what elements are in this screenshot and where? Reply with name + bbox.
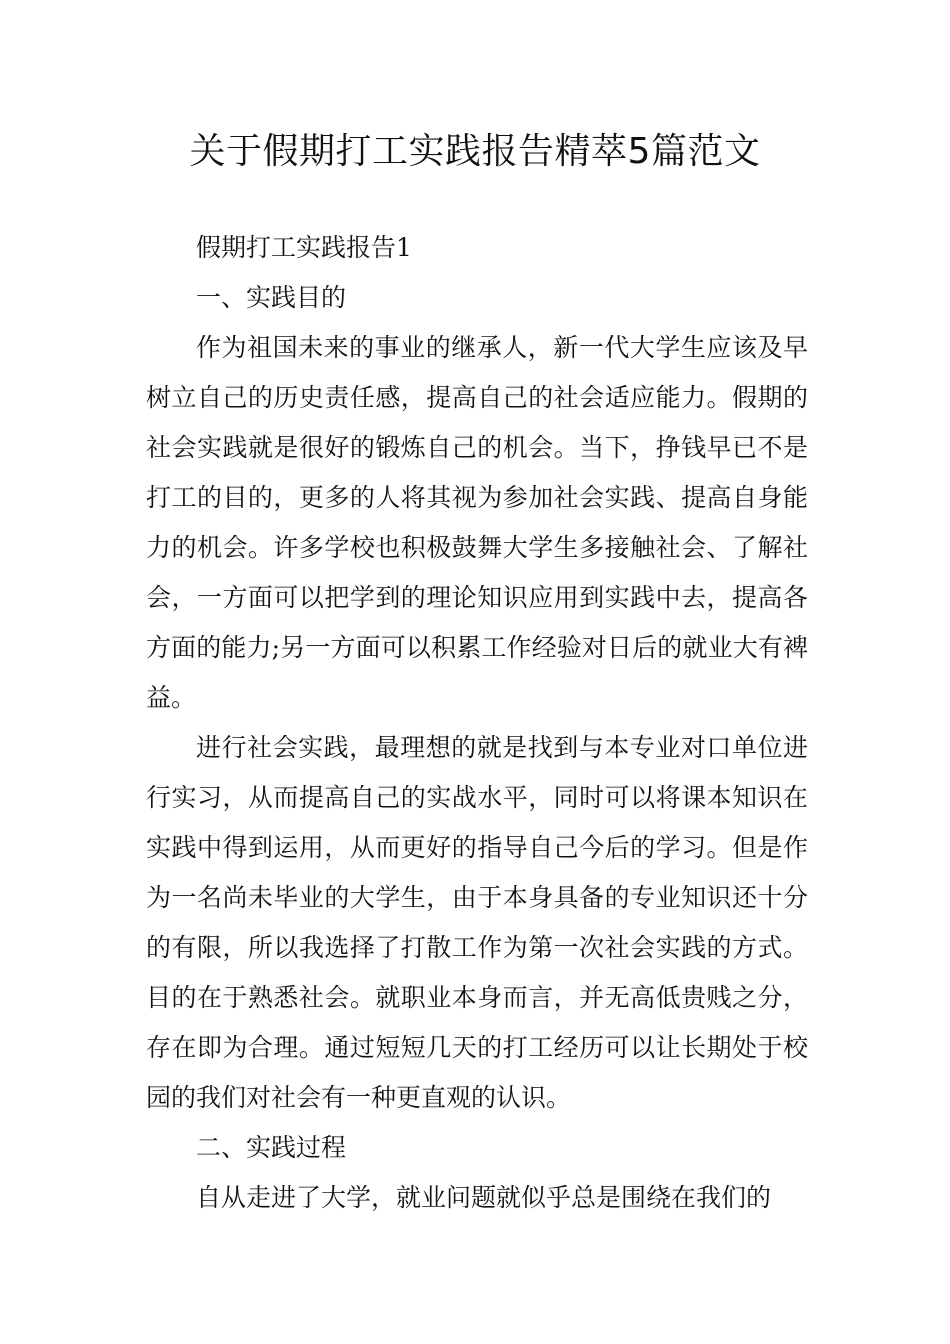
paragraph: 进行社会实践，最理想的就是找到与本专业对口单位进行实习，从而提高自己的实战水平，同时可以将课本知识在实践中得到运用，从而更好的指导自己今后的学习。但是作为一名尚未毕业的大学生，由于本身具备的专业知识还十分的有限，所以我选择了打散工作为第一次社会实践的方式。目的在于熟悉社会。就职业本身而言，并无高低贵贱之分，存在即为合理。通过短短几天的打工经历可以让长期处于校园的我们对社会有一种更直观的认识。 <box>146 733 808 1112</box>
paragraph: 自从走进了大学，就业问题就似乎总是围绕在我们的 <box>196 1183 772 1212</box>
document-body <box>146 223 808 1223</box>
section-heading-purpose: 一、实践目的 <box>196 283 347 312</box>
report-heading: 假期打工实践报告1 <box>196 233 412 262</box>
paragraph: 作为祖国未来的事业的继承人，新一代大学生应该及早树立自己的历史责任感，提高自己的社会适应能力。假期的社会实践就是很好的锻炼自己的机会。当下，挣钱早已不是打工的目的，更多的人将其视为参加社会实践、提高自身能力的机会。许多学校也积极鼓舞大学生多接触社会、了解社会，一方面可以把学到的理论知识应用到实践中去，提高各方面的能力;另一方面可以积累工作经验对日后的就业大有裨益。 <box>146 333 808 712</box>
document-title: 关于假期打工实践报告精萃5篇范文 <box>189 131 761 172</box>
section-heading-process: 二、实践过程 <box>196 1133 347 1162</box>
